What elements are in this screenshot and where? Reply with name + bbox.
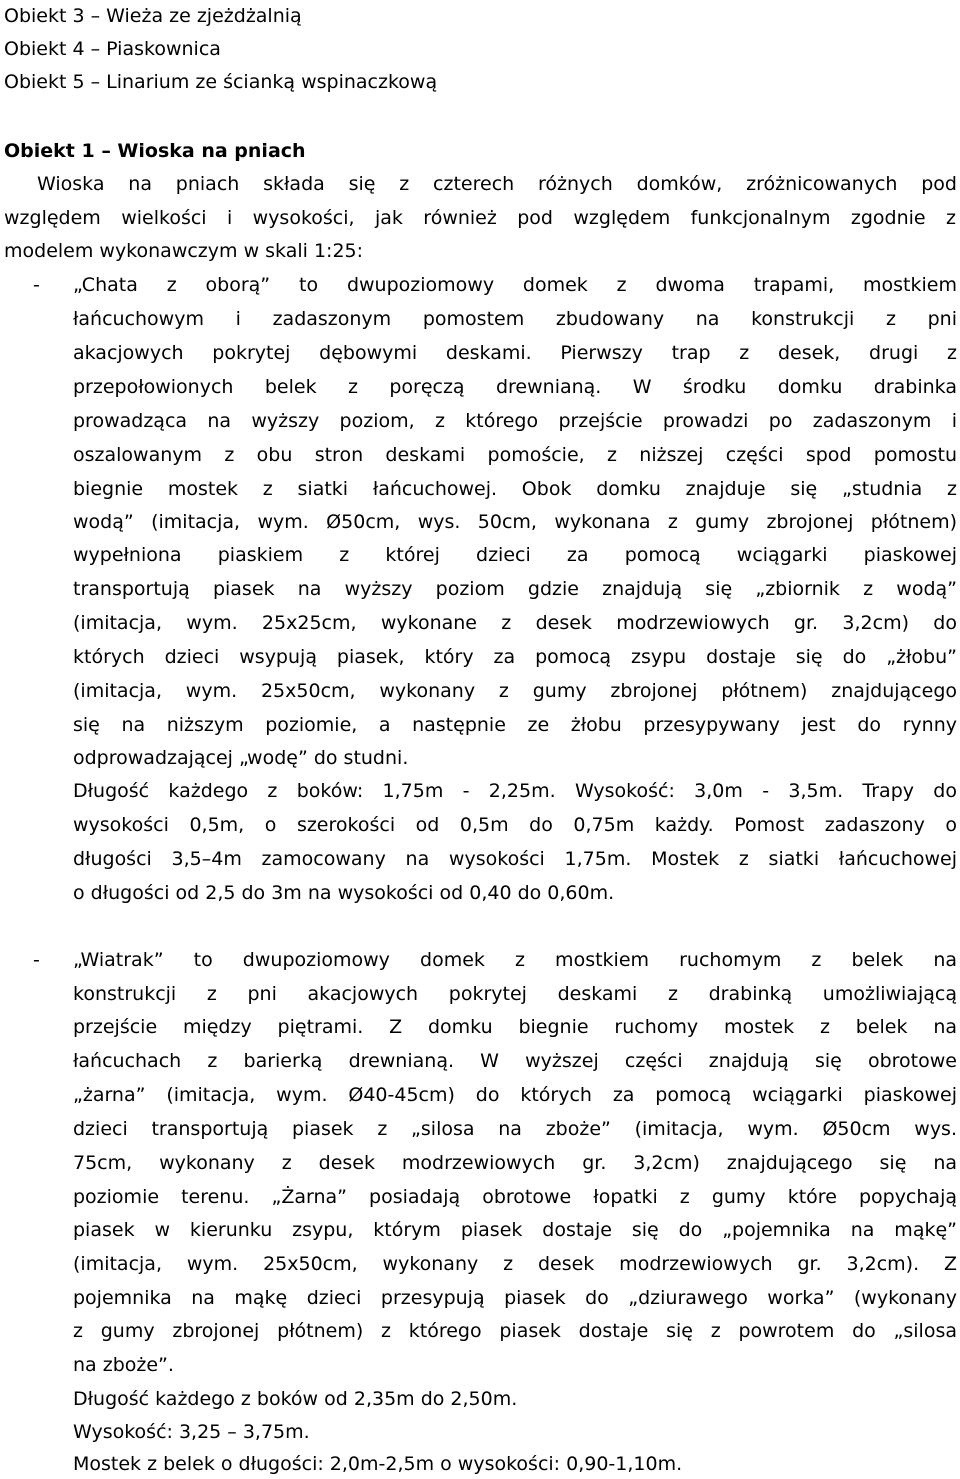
dimensions-line: długości 3,5–4m zamocowany na wysokości 1,75m. Mostek z siatki łańcuchowej xyxy=(73,848,957,870)
list-item-line: łańcuchowym i zadaszonym pomostem zbudowany na konstrukcji z pni xyxy=(73,308,957,330)
dimensions-line: Wysokość: 3,25 – 3,75m. xyxy=(73,1421,310,1443)
list-dash: - xyxy=(33,949,40,971)
dimensions-line: Długość każdego z boków: 1,75m - 2,25m. Wysokość: 3,0m - 3,5m. Trapy do xyxy=(73,780,957,802)
dimensions-line: o długości od 2,5 do 3m na wysokości od 0,40 do 0,60m. xyxy=(73,882,615,904)
list-item-line: transportują piasek na wyższy poziom gdzie znajdują się „zbiornik z wodą” xyxy=(73,578,957,600)
object-list-item: Obiekt 3 – Wieża ze zjeżdżalnią xyxy=(4,5,302,27)
list-item-line: na zboże”. xyxy=(73,1354,174,1376)
paragraph-line: modelem wykonawczym w skali 1:25: xyxy=(4,240,364,262)
list-item-line: z gumy zbrojonej płótnem) z którego piasek dostaje się z powrotem do „silosa xyxy=(73,1320,957,1342)
dimensions-line: Mostek z belek o długości: 2,0m-2,5m o wysokości: 0,90-1,10m. xyxy=(73,1453,683,1475)
list-dash: - xyxy=(33,274,40,296)
list-item-line: pojemnika na mąkę dzieci przesypują piasek do „dziurawego worka” (wykonany xyxy=(73,1287,957,1309)
list-item-line: prowadząca na wyższy poziom, z którego przejście prowadzi po zadaszonym i xyxy=(73,410,957,432)
list-item-line: (imitacja, wym. 25x50cm, wykonany z gumy zbrojonej płótnem) znajdującego xyxy=(73,680,957,702)
list-item-line: (imitacja, wym. 25x50cm, wykonany z desek modrzewiowych gr. 3,2cm). Z xyxy=(73,1253,957,1275)
list-item-line: wodą” (imitacja, wym. Ø50cm, wys. 50cm, wykonana z gumy zbrojonej płótnem) xyxy=(73,511,957,533)
section-heading: Obiekt 1 – Wioska na pniach xyxy=(4,140,306,162)
list-item-line: akacjowych pokrytej dębowymi deskami. Pierwszy trap z desek, drugi z xyxy=(73,342,957,364)
list-item-line: biegnie mostek z siatki łańcuchowej. Obok domku znajduje się „studnia z xyxy=(73,478,957,500)
list-item-line: (imitacja, wym. 25x25cm, wykonane z desek modrzewiowych gr. 3,2cm) do xyxy=(73,612,957,634)
list-item-line: piasek w kierunku zsypu, którym piasek dostaje się do „pojemnika na mąkę” xyxy=(73,1219,957,1241)
list-item-line: łańcuchach z barierką drewnianą. W wyższej części znajdują się obrotowe xyxy=(73,1050,957,1072)
list-item-line: których dzieci wsypują piasek, który za pomocą zsypu dostaje się do „żłobu” xyxy=(73,646,957,668)
list-item-line: przejście między piętrami. Z domku biegnie ruchomy mostek z belek na xyxy=(73,1016,957,1038)
list-item-line: przepołowionych belek z poręczą drewnianą. W środku domku drabinka xyxy=(73,376,957,398)
list-item-line: odprowadzającej „wodę” do studni. xyxy=(73,747,409,769)
list-item-line: się na niższym poziomie, a następnie ze żłobu przesypywany jest do rynny xyxy=(73,714,957,736)
dimensions-line: Długość każdego z boków od 2,35m do 2,50m. xyxy=(73,1388,518,1410)
list-item-line: „Chata z oborą” to dwupoziomowy domek z dwoma trapami, mostkiem xyxy=(73,274,957,296)
list-item-line: poziomie terenu. „Żarna” posiadają obrotowe łopatki z gumy które popychają xyxy=(73,1186,957,1208)
list-item-line: „żarna” (imitacja, wym. Ø40-45cm) do których za pomocą wciągarki piaskowej xyxy=(73,1084,957,1106)
list-item-line: 75cm, wykonany z desek modrzewiowych gr. 3,2cm) znajdującego się na xyxy=(73,1152,957,1174)
list-item-line: „Wiatrak” to dwupoziomowy domek z mostkiem ruchomym z belek na xyxy=(73,949,957,971)
list-item-line: dzieci transportują piasek z „silosa na zboże” (imitacja, wym. Ø50cm wys. xyxy=(73,1118,957,1140)
list-item-line: oszalowanym z obu stron deskami pomoście, z niższej części spod pomostu xyxy=(73,444,957,466)
list-item-line: konstrukcji z pni akacjowych pokrytej deskami z drabinką umożliwiającą xyxy=(73,983,957,1005)
object-list-item: Obiekt 5 – Linarium ze ścianką wspinaczkową xyxy=(4,71,438,93)
dimensions-line: wysokości 0,5m, o szerokości od 0,5m do 0,75m każdy. Pomost zadaszony o xyxy=(73,814,957,836)
paragraph-line: względem wielkości i wysokości, jak również pod względem funkcjonalnym zgodnie z xyxy=(4,207,956,229)
list-item-line: wypełniona piaskiem z której dzieci za pomocą wciągarki piaskowej xyxy=(73,544,957,566)
object-list-item: Obiekt 4 – Piaskownica xyxy=(4,38,221,60)
paragraph-line: Wioska na pniach składa się z czterech różnych domków, zróżnicowanych pod xyxy=(37,173,957,195)
